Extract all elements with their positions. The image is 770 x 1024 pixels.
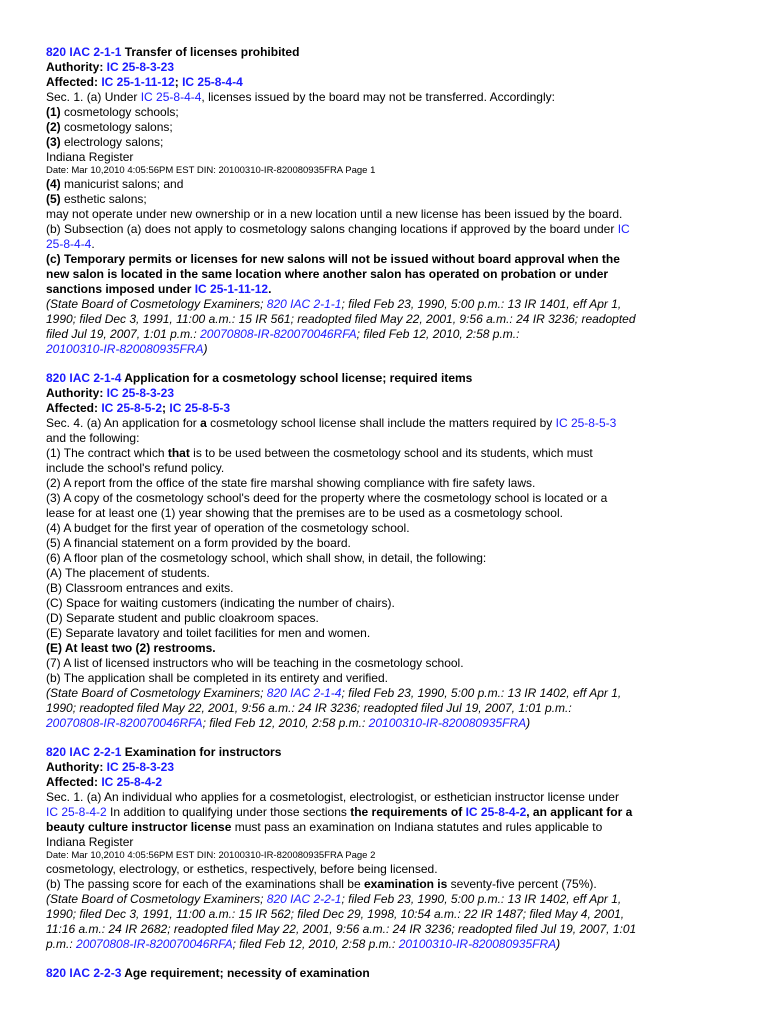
text-span: ; filed Feb 23, 1990, 5:00 p.m.: 13 IR 1402, eff Apr 1, bbox=[341, 686, 622, 700]
text-line bbox=[46, 877, 726, 892]
text-span: (C) Space for waiting customers (indicating the number of chairs). bbox=[46, 596, 395, 610]
citation-link[interactable]: 20070808-IR-820070046RFA bbox=[46, 716, 203, 730]
citation-link[interactable]: IC 25-8-4-2 bbox=[465, 805, 527, 819]
citation-link[interactable]: 820 IAC 2-1-4 bbox=[46, 371, 122, 385]
text-line bbox=[46, 566, 726, 581]
citation-link[interactable]: IC 25-8-5-2 bbox=[101, 401, 163, 415]
citation-link[interactable]: IC 25-8-4-4 bbox=[140, 90, 202, 104]
citation-link[interactable]: IC 25-8-4-2 bbox=[46, 805, 107, 819]
text-line bbox=[46, 297, 726, 312]
text-line bbox=[46, 937, 726, 952]
text-span: beauty culture instructor license bbox=[46, 820, 232, 834]
text-line bbox=[46, 491, 726, 506]
text-line bbox=[46, 820, 726, 835]
text-span: (7) A list of licensed instructors who will be teaching in the cosmetology school. bbox=[46, 656, 464, 670]
text-span: (1) bbox=[46, 105, 61, 119]
text-span: 11:16 a.m.: 24 IR 2682; readopted filed May 22, 2001, 9:56 a.m.: 24 IR 3236; readopted filed Jul 19, 2007, 1:01 bbox=[46, 922, 637, 936]
section-spacer bbox=[46, 357, 726, 371]
text-span: cosmetology salons; bbox=[60, 120, 173, 134]
citation-link[interactable]: 820 IAC 2-2-3 bbox=[46, 966, 122, 980]
text-line bbox=[46, 701, 726, 716]
text-line bbox=[46, 745, 726, 760]
text-span: (A) The placement of students. bbox=[46, 566, 210, 580]
text-span: (B) Classroom entrances and exits. bbox=[46, 581, 234, 595]
text-span: (E) At least two (2) restrooms. bbox=[46, 641, 216, 655]
text-span: . bbox=[91, 237, 95, 251]
text-span: ) bbox=[203, 342, 208, 356]
text-span: lease for at least one (1) year showing that the premises are to be used as a cosmetology school. bbox=[46, 506, 563, 520]
text-line bbox=[46, 135, 726, 150]
text-line bbox=[46, 252, 726, 267]
text-line bbox=[46, 892, 726, 907]
text-span: new salon is located in the same location where another salon has operated on probation or under bbox=[46, 267, 609, 281]
text-span: (4) bbox=[46, 177, 61, 191]
text-span: . bbox=[268, 282, 272, 296]
text-line bbox=[46, 177, 726, 192]
text-line bbox=[46, 282, 726, 297]
text-line bbox=[46, 805, 726, 820]
document-body bbox=[46, 45, 726, 981]
citation-link[interactable]: 20100310-IR-820080935FRA bbox=[368, 716, 527, 730]
text-line bbox=[46, 790, 726, 805]
text-line bbox=[46, 416, 726, 431]
text-span: p.m.: bbox=[46, 937, 77, 951]
citation-link[interactable]: IC 25-8-5-3 bbox=[555, 416, 617, 430]
text-span: Sec. 4. (a) An application for bbox=[46, 416, 201, 430]
text-span: filed Jul 19, 2007, 1:01 p.m.: bbox=[46, 327, 201, 341]
text-line bbox=[46, 835, 726, 850]
rule-section bbox=[46, 371, 726, 731]
text-line bbox=[46, 760, 726, 775]
text-span: ; filed Feb 12, 2010, 2:58 p.m.: bbox=[356, 327, 520, 341]
text-line bbox=[46, 775, 726, 790]
text-span: (5) bbox=[46, 192, 61, 206]
rule-section bbox=[46, 45, 726, 357]
text-line bbox=[46, 371, 726, 386]
section-spacer bbox=[46, 731, 726, 745]
text-span: seventy-five percent (75%). bbox=[447, 877, 597, 891]
text-line bbox=[46, 237, 726, 252]
text-span: 1990; filed Dec 3, 1991, 11:00 a.m.: 15 IR 562; filed Dec 29, 1998, 10:54 a.m.: 22 IR 1487; filed May 4, 2001, bbox=[46, 907, 625, 921]
text-span: (3) A copy of the cosmetology school's deed for the property where the cosmetology school is located or a bbox=[46, 491, 608, 505]
text-span: manicurist salons; and bbox=[60, 177, 184, 191]
section-spacer bbox=[46, 952, 726, 966]
text-span: examination is bbox=[363, 877, 448, 891]
text-line bbox=[46, 656, 726, 671]
text-span: Indiana Register bbox=[46, 835, 134, 849]
text-span: 1990; readopted filed May 22, 2001, 9:56 a.m.: 24 IR 3236; readopted filed Jul 19, 2007, 1:01 p.m.: bbox=[46, 701, 572, 715]
rule-section bbox=[46, 745, 726, 952]
text-span: cosmetology, electrology, or esthetics, respectively, before being licensed. bbox=[46, 862, 438, 876]
text-span: cosmetology schools; bbox=[60, 105, 179, 119]
citation-link[interactable]: IC 25-8-4-2 bbox=[101, 775, 163, 789]
text-line bbox=[46, 446, 726, 461]
text-span: may not operate under new ownership or in a new location until a new license has been issued by the board. bbox=[46, 207, 623, 221]
text-span: (5) A financial statement on a form provided by the board. bbox=[46, 536, 351, 550]
text-span: and the following: bbox=[46, 431, 140, 445]
text-span: ; bbox=[174, 75, 183, 89]
text-line bbox=[46, 536, 726, 551]
text-span: electrology salons; bbox=[60, 135, 164, 149]
text-line bbox=[46, 581, 726, 596]
citation-link[interactable]: IC 25-8-4-4 bbox=[182, 75, 243, 89]
text-line bbox=[46, 461, 726, 476]
text-span: Sec. 1. (a) Under bbox=[46, 90, 141, 104]
text-span: Authority: bbox=[46, 60, 107, 74]
text-span: Affected: bbox=[46, 75, 102, 89]
text-span: Date: Mar 10,2010 4:05:56PM EST DIN: 20100310-IR-820080935FRA Page 1 bbox=[46, 165, 376, 176]
citation-link[interactable]: IC 25-8-3-23 bbox=[106, 60, 175, 74]
text-line bbox=[46, 342, 726, 357]
citation-link[interactable]: 820 IAC 2-2-1 bbox=[46, 745, 122, 759]
text-line bbox=[46, 60, 726, 75]
citation-link[interactable]: 820 IAC 2-1-1 bbox=[266, 297, 342, 311]
text-span: that bbox=[167, 446, 190, 460]
text-line bbox=[46, 207, 726, 222]
text-line bbox=[46, 596, 726, 611]
text-span: In addition to qualifying under those sections bbox=[106, 805, 351, 819]
text-span: (State Board of Cosmetology Examiners; bbox=[46, 297, 267, 311]
text-span: Transfer of licenses prohibited bbox=[121, 45, 300, 59]
rule-section bbox=[46, 966, 726, 981]
citation-link[interactable]: 20070808-IR-820070046RFA bbox=[76, 937, 233, 951]
text-line bbox=[46, 45, 726, 60]
citation-link[interactable]: IC 25-8-5-3 bbox=[169, 401, 231, 415]
text-line bbox=[46, 327, 726, 342]
text-line bbox=[46, 192, 726, 207]
text-span: must pass an examination on Indiana statutes and rules applicable to bbox=[231, 820, 603, 834]
text-span: (4) A budget for the first year of operation of the cosmetology school. bbox=[46, 521, 410, 535]
text-span: ; filed Feb 12, 2010, 2:58 p.m.: bbox=[232, 937, 399, 951]
text-span: a bbox=[200, 416, 207, 430]
citation-link[interactable]: 20070808-IR-820070046RFA bbox=[200, 327, 357, 341]
text-span: Affected: bbox=[46, 401, 102, 415]
text-span: (b) The application shall be completed in its entirety and verified. bbox=[46, 671, 388, 685]
text-span: include the school's refund policy. bbox=[46, 461, 225, 475]
text-span: cosmetology school license shall include the matters required by bbox=[206, 416, 556, 430]
text-span: (D) Separate student and public cloakroom spaces. bbox=[46, 611, 319, 625]
text-line bbox=[46, 671, 726, 686]
text-span: Authority: bbox=[46, 760, 107, 774]
text-span: (2) A report from the office of the state fire marshal showing compliance with fire safety laws. bbox=[46, 476, 536, 490]
text-span: Examination for instructors bbox=[121, 745, 282, 759]
text-span: ) bbox=[526, 716, 531, 730]
citation-link[interactable]: 20100310-IR-820080935FRA bbox=[46, 342, 204, 356]
text-line bbox=[46, 312, 726, 327]
citation-link[interactable]: 25-8-4-4 bbox=[46, 237, 92, 251]
text-span: esthetic salons; bbox=[60, 192, 147, 206]
text-line bbox=[46, 521, 726, 536]
text-span: ; filed Feb 23, 1990, 5:00 p.m.: 13 IR 1401, eff Apr 1, bbox=[341, 297, 622, 311]
text-span: Age requirement; necessity of examination bbox=[121, 966, 370, 980]
text-span: ; bbox=[162, 401, 170, 415]
text-line bbox=[46, 386, 726, 401]
text-line bbox=[46, 75, 726, 90]
text-span: ; filed Feb 12, 2010, 2:58 p.m.: bbox=[202, 716, 369, 730]
citation-link[interactable]: IC 25-8-3-23 bbox=[106, 760, 175, 774]
text-line bbox=[46, 686, 726, 701]
text-span: Affected: bbox=[46, 775, 102, 789]
text-line bbox=[46, 922, 726, 937]
text-span: , an applicant for a bbox=[526, 805, 633, 819]
citation-link[interactable]: 820 IAC 2-1-4 bbox=[266, 686, 342, 700]
citation-link[interactable]: IC 25-1-11-12 bbox=[194, 282, 269, 296]
text-line bbox=[46, 90, 726, 105]
text-span: sanctions imposed under bbox=[46, 282, 195, 296]
text-span: (1) The contract which bbox=[46, 446, 168, 460]
text-span: (State Board of Cosmetology Examiners; bbox=[46, 686, 267, 700]
text-span: (c) Temporary permits or licenses for new salons will not be issued without board approval when the bbox=[46, 252, 620, 266]
citation-link[interactable]: 20100310-IR-820080935FRA bbox=[398, 937, 557, 951]
text-line bbox=[46, 551, 726, 566]
text-span: Authority: bbox=[46, 386, 107, 400]
text-line bbox=[46, 105, 726, 120]
text-span: (3) bbox=[46, 135, 61, 149]
text-span: (6) A floor plan of the cosmetology school, which shall show, in detail, the following: bbox=[46, 551, 487, 565]
text-span: (E) Separate lavatory and toilet facilities for men and women. bbox=[46, 626, 371, 640]
register-footer-line bbox=[46, 850, 726, 862]
text-line bbox=[46, 626, 726, 641]
text-span: is to be used between the cosmetology school and its students, which must bbox=[189, 446, 593, 460]
text-line bbox=[46, 431, 726, 446]
text-line bbox=[46, 401, 726, 416]
text-span: ; filed Feb 23, 1990, 5:00 p.m.: 13 IR 1402, eff Apr 1, bbox=[341, 892, 622, 906]
text-span: Application for a cosmetology school license; required items bbox=[121, 371, 473, 385]
register-footer-line bbox=[46, 165, 726, 177]
text-line bbox=[46, 966, 726, 981]
text-span: (State Board of Cosmetology Examiners; bbox=[46, 892, 267, 906]
text-span: Indiana Register bbox=[46, 150, 134, 164]
text-span: (2) bbox=[46, 120, 61, 134]
text-span: (b) Subsection (a) does not apply to cosmetology salons changing locations if approved by the board under bbox=[46, 222, 618, 236]
text-line bbox=[46, 862, 726, 877]
citation-link[interactable]: 820 IAC 2-1-1 bbox=[46, 45, 122, 59]
text-line bbox=[46, 267, 726, 282]
text-line bbox=[46, 907, 726, 922]
text-span: Sec. 1. (a) An individual who applies for a cosmetologist, electrologist, or esthetician instructor license under bbox=[46, 790, 619, 804]
text-span: , licenses issued by the board may not be transferred. Accordingly: bbox=[201, 90, 555, 104]
citation-link[interactable]: IC 25-8-3-23 bbox=[106, 386, 175, 400]
text-line bbox=[46, 716, 726, 731]
citation-link[interactable]: IC bbox=[617, 222, 630, 236]
text-span: ) bbox=[556, 937, 561, 951]
text-line bbox=[46, 222, 726, 237]
text-line bbox=[46, 611, 726, 626]
text-line bbox=[46, 476, 726, 491]
text-span: Date: Mar 10,2010 4:05:56PM EST DIN: 20100310-IR-820080935FRA Page 2 bbox=[46, 850, 376, 861]
citation-link[interactable]: 820 IAC 2-2-1 bbox=[266, 892, 342, 906]
text-span: (b) The passing score for each of the examinations shall be bbox=[46, 877, 364, 891]
text-line bbox=[46, 641, 726, 656]
text-span: the requirements of bbox=[350, 805, 466, 819]
text-line bbox=[46, 506, 726, 521]
text-line bbox=[46, 150, 726, 165]
text-span: 1990; filed Dec 3, 1991, 11:00 a.m.: 15 IR 561; readopted filed May 22, 2001, 9:56 a.m.: 24 IR 3236; readopted bbox=[46, 312, 636, 326]
citation-link[interactable]: IC 25-1-11-12 bbox=[101, 75, 175, 89]
text-line bbox=[46, 120, 726, 135]
